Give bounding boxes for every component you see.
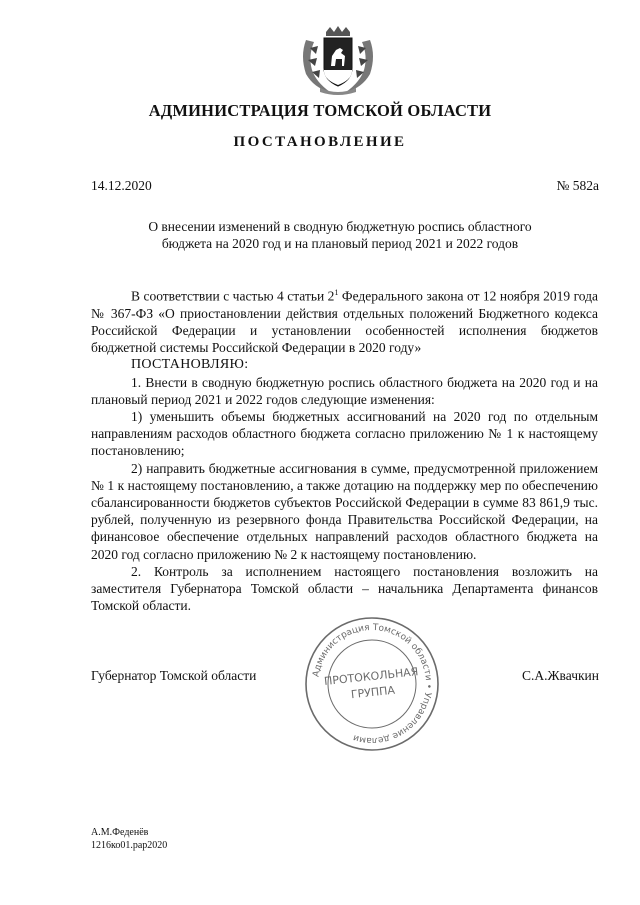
preamble-text-start: В соответствии с частью 4 статьи 2	[131, 288, 335, 304]
round-stamp	[302, 614, 442, 754]
coat-of-arms-emblem	[296, 26, 380, 96]
item-2: 2. Контроль за исполнением настоящего постановления возложить на заместителя Губернатора Томской области – начальника Департамента финансов Томской области.	[91, 563, 598, 614]
subject-line-2: бюджета на 2020 год и на плановый период 2021 и 2022 годов	[161, 236, 519, 251]
stamp-ring-text: Администрация Томской области • Управление делами	[311, 622, 434, 746]
executor-file: 1216ко01.рар2020	[91, 840, 168, 851]
preamble-paragraph	[91, 284, 598, 356]
preamble-text-end: Федерального закона от 12 ноября 2019 года № 367-ФЗ «О приостановлении действия отдельных положений Бюджетного кодекса Российской Федерации и установлении особенностей исполнения бюджетов бюджетной системы Российской Федерации в 2020 году»	[91, 288, 598, 356]
document-body	[91, 284, 598, 614]
subject-line-1: О внесении изменений в сводную бюджетную роспись областного	[148, 219, 532, 234]
item-1: 1. Внести в сводную бюджетную роспись областного бюджета на 2020 год и на плановый период 2021 и 2022 годов следующие изменения:	[91, 374, 598, 407]
stamp-center-line-2: ГРУППА	[350, 683, 396, 702]
stamp-center-line-1: ПРОТОКОЛЬНАЯ	[323, 665, 419, 688]
document-date: 14.12.2020	[91, 178, 152, 193]
item-1-subitem-1: 1) уменьшить объемы бюджетных ассигнований на 2020 год по отдельным направлениям расходов областного бюджета согласно приложению № 1 к настоящему постановлению;	[91, 408, 598, 459]
decree-word: ПОСТАНОВЛЯЮ:	[131, 357, 249, 373]
signatory-position: Губернатор Томской области	[91, 668, 257, 683]
executor-name: А.М.Феденёв	[91, 827, 149, 838]
item-1-subitem-2: 2) направить бюджетные ассигнования в сумме, предусмотренной приложением № 1 к настоящему постановлению, а также дотацию на поддержку мер по обеспечению сбалансированности бюджетов субъектов Российской Федерации в сумме 83 861,9 тыс. рублей, полученную из резервного фонда Правительства Российской Федерации, на финансовое обеспечение отдельных направлений расходов областного бюджета на 2020 год согласно приложению № 2 к настоящему постановлению.	[91, 460, 598, 562]
signatory-name: С.А.Жвачкин	[521, 668, 599, 683]
organization-title: АДМИНИСТРАЦИЯ ТОМСКОЙ ОБЛАСТИ	[148, 101, 492, 120]
executor-block	[91, 826, 167, 852]
document-number: № 582а	[556, 178, 599, 193]
article-superscript: 1	[334, 288, 339, 297]
document-subject	[140, 218, 540, 252]
document-type-title: ПОСТАНОВЛЕНИЕ	[233, 134, 407, 150]
